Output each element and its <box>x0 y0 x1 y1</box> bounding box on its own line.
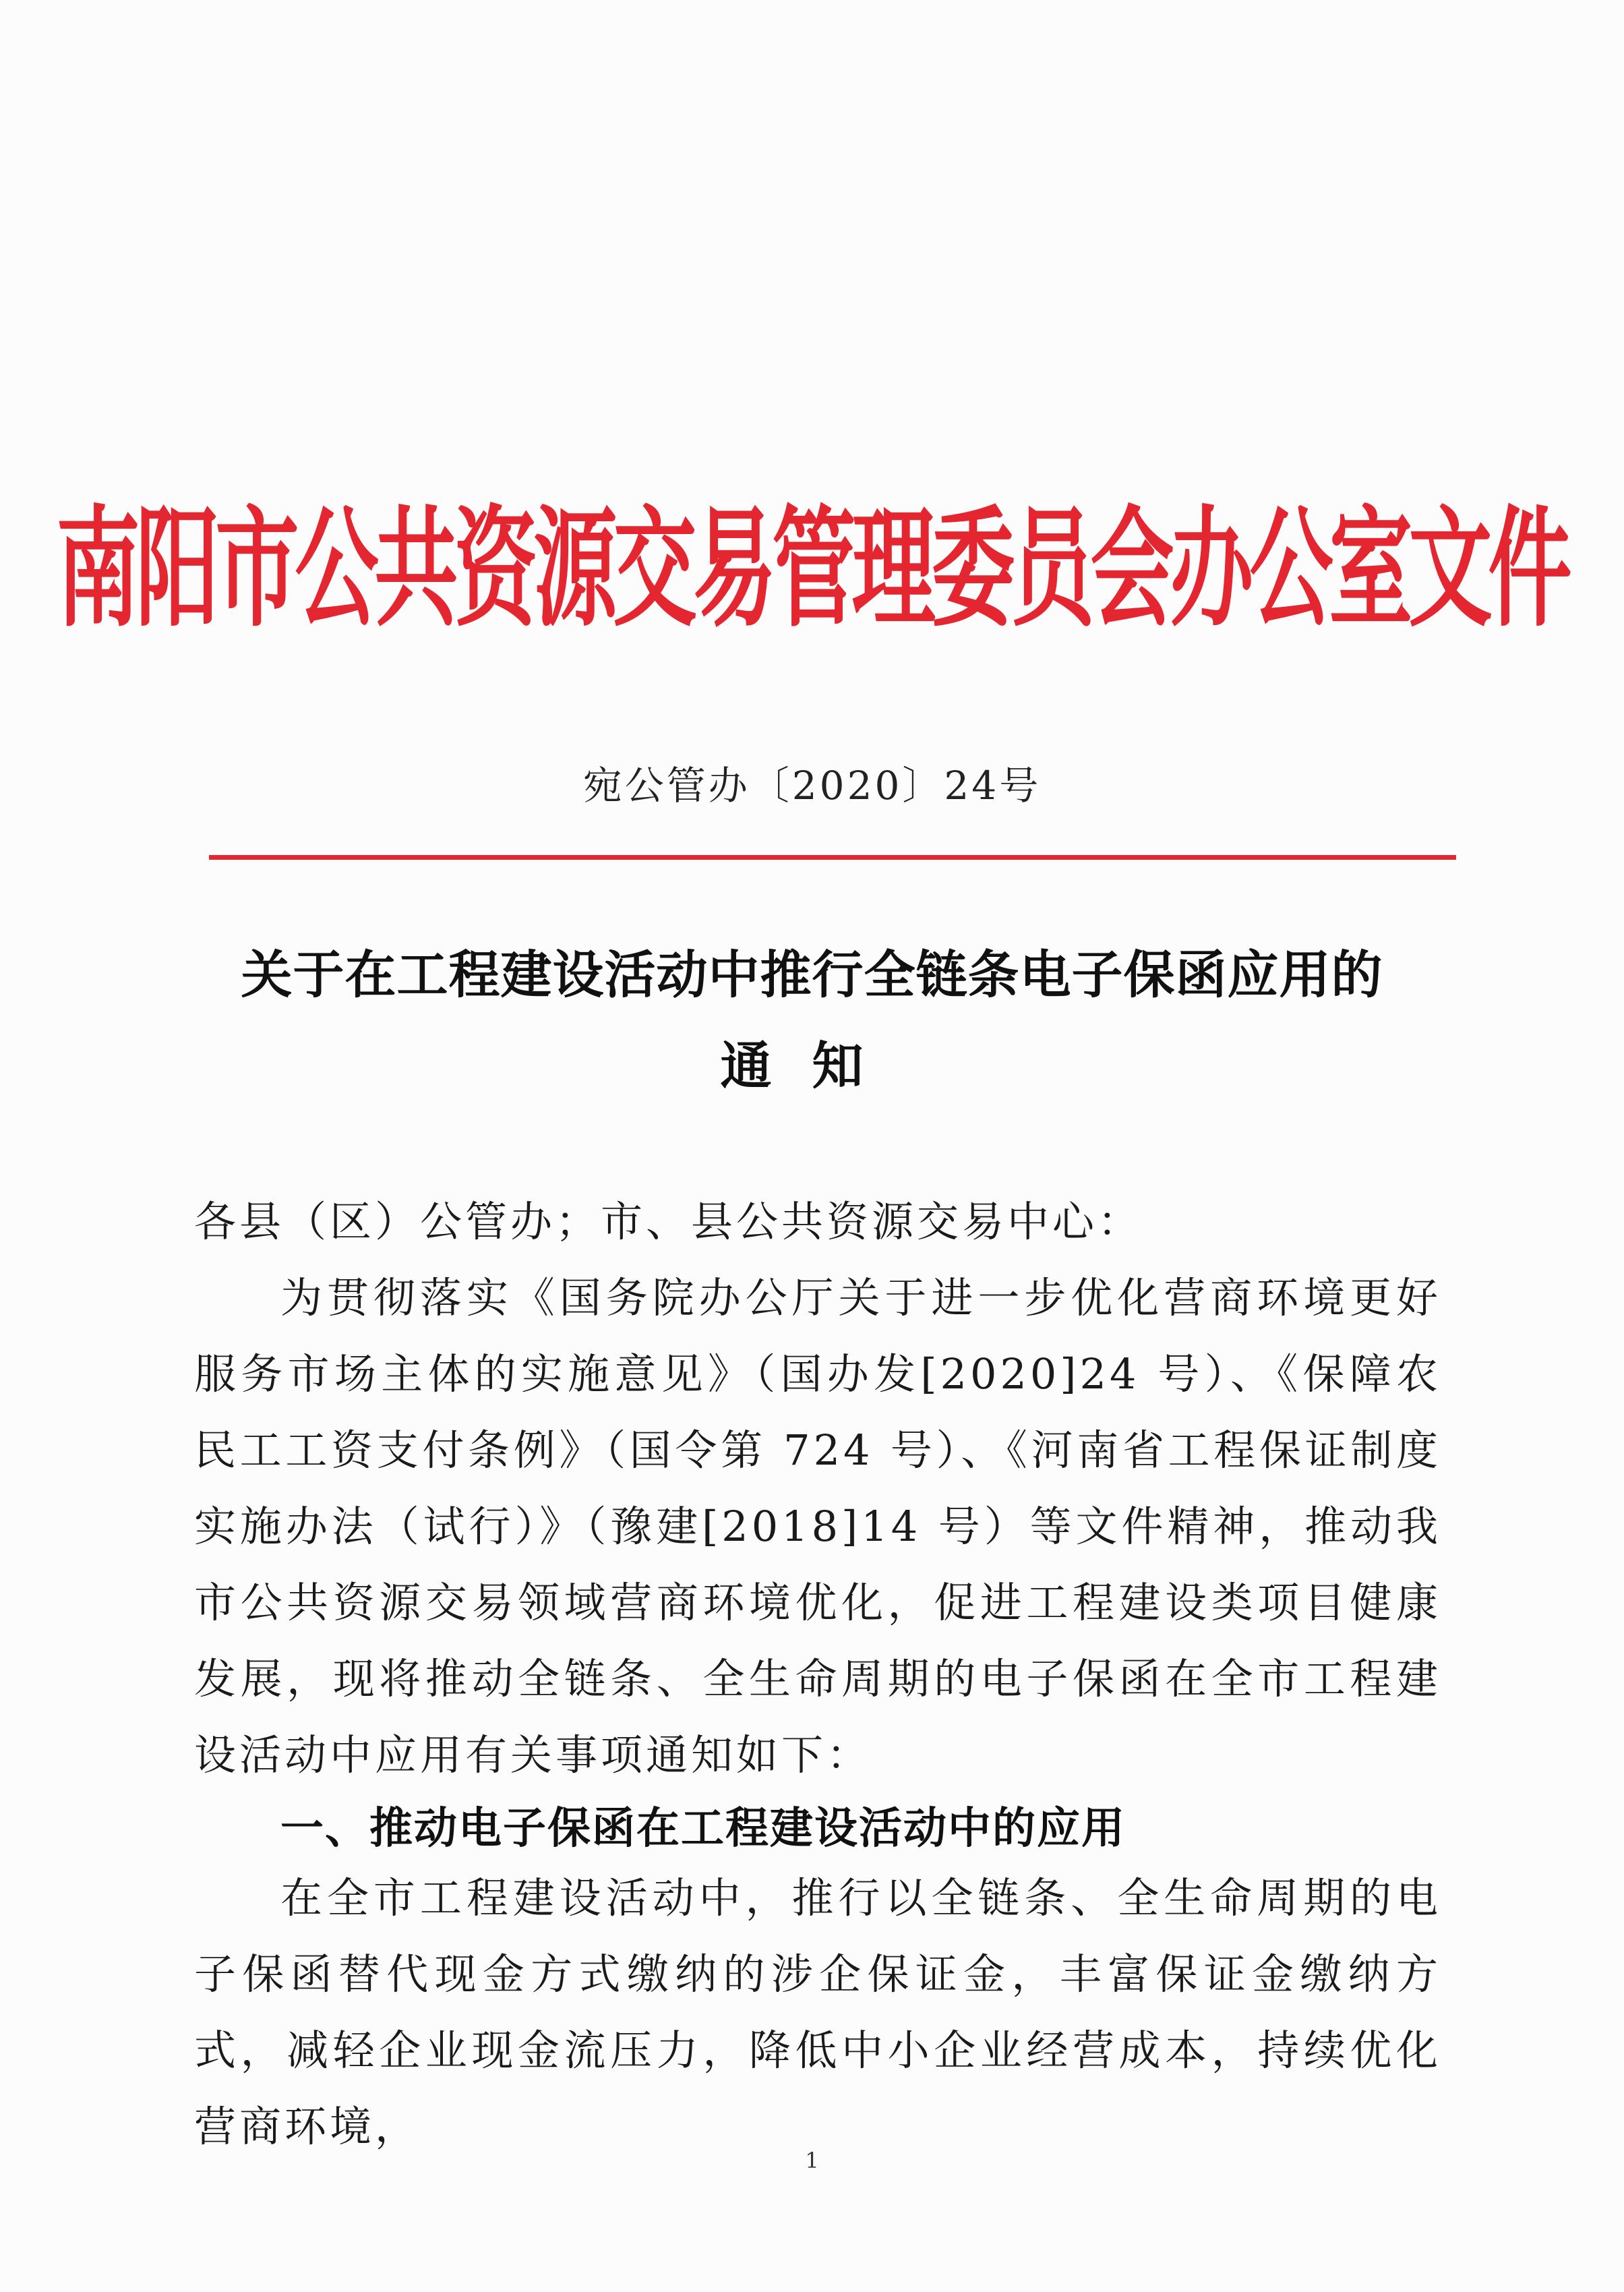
notice-title-line-1: 关于在工程建设活动中推行全链条电子保函应用的 <box>241 945 1383 1005</box>
red-separator-line <box>209 855 1456 860</box>
salutation: 各县（区）公管办；市、县公共资源交易中心： <box>194 1197 1143 1246</box>
notice-title-line-2: 通知 <box>720 1036 904 1096</box>
page-number: 1 <box>805 2148 819 2173</box>
body-paragraph-1: 为贯彻落实《国务院办公厅关于进一步优化营商环境更好服务市场主体的实施意见》（国办发[2020]24 号）、《保障农民工工资支付条例》（国令第 724 号）、《河南省工程保证制度实施办法（试行）》（豫建[2018]14 号）等文件精神，推动我市公共资源交易领域营商环境优化，促进工程建设类项目健康发展，现将推动全链条、全生命周期的电子保函在全市工程建设活动中应用有关事项通知如下： <box>194 1273 1441 1780</box>
issuer-header-title: 南阳市公共资源交易管理委员会办公室文件 <box>56 494 1568 645</box>
body-paragraph-2: 在全市工程建设活动中，推行以全链条、全生命周期的电子保函替代现金方式缴纳的涉企保证金，丰富保证金缴纳方式，减轻企业现金流压力，降低中小企业经营成本，持续优化营商环境， <box>194 1873 1441 2151</box>
section-heading-1: 一、推动电子保函在工程建设活动中的应用 <box>280 1804 1126 1854</box>
document-number: 宛公管办〔2020〕24号 <box>582 763 1042 809</box>
